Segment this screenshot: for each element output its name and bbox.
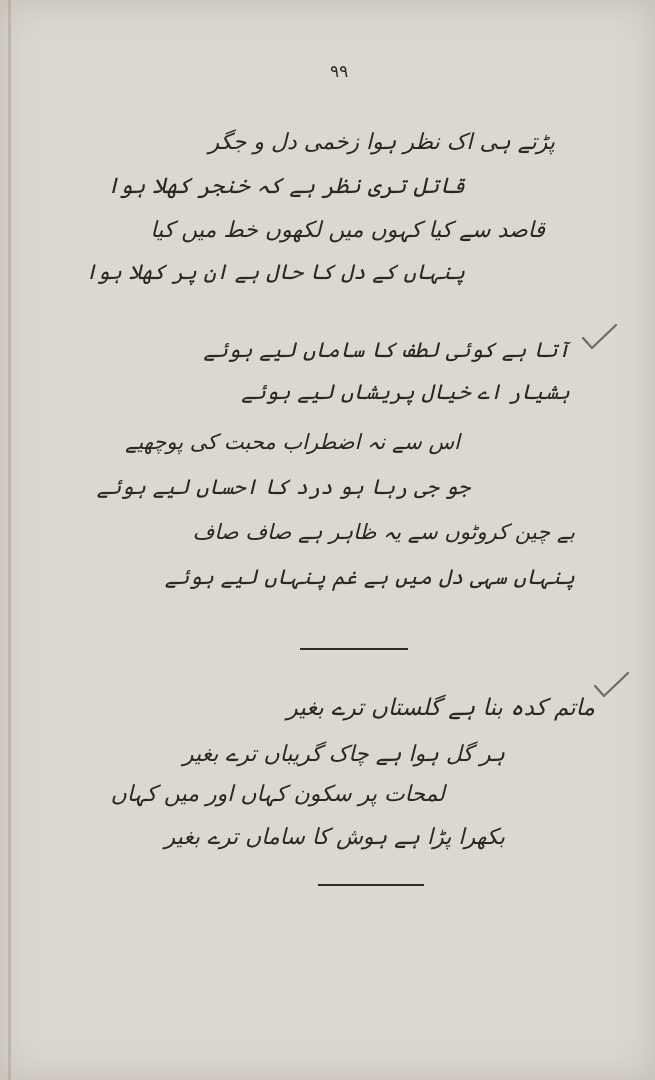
poem-3-line-2: ہر گل ہوا ہے چاک گریباں ترے بغیر (182, 742, 505, 767)
poem-2-line-4: جو جی رہا ہو درد کا احساں لیے ہوئے (96, 475, 470, 499)
poem-1-line-3: قاصد سے کیا کہوں میں لکھوں خط میں کیا (150, 218, 545, 243)
poem-3-line-4: بکھرا پڑا ہے ہوش کا ساماں ترے بغیر (164, 825, 505, 850)
section-divider (300, 648, 408, 650)
poem-2-line-2: ہشیار اے خیال پریشاں لیے ہوئے (241, 380, 570, 404)
poem-1-line-2: قاتل تری نظر ہے کہ خنجر کھلا ہوا (106, 174, 465, 199)
page-number: ۹۹ (330, 62, 349, 82)
section-divider (318, 884, 424, 886)
poem-2-line-5: بے چین کروٹوں سے یہ ظاہر ہے صاف صاف (192, 520, 575, 544)
checkmark-icon (580, 322, 620, 352)
page-crease (8, 0, 11, 1080)
checkmark-icon (592, 670, 632, 700)
poem-2-line-6: پنہاں سہی دل میں ہے غم پنہاں لیے ہوئے (164, 565, 575, 589)
poem-2-line-3: اس سے نہ اضطراب محبت کی پوچھیے (125, 430, 460, 454)
poem-2-line-1: آتا ہے کوئی لطف کا ساماں لیے ہوئے (203, 338, 570, 362)
poem-3-line-3: لمحات پر سکون کہاں اور میں کہاں (110, 782, 445, 807)
poem-3-line-1: ماتم کدہ بنا ہے گلستاں ترے بغیر (286, 695, 595, 721)
poem-1-line-1: پڑتے ہی اک نظر ہوا زخمی دل و جگر (208, 130, 555, 155)
poem-1-line-4: پنہاں کے دل کا حال ہے ان پر کھلا ہوا (85, 260, 465, 284)
